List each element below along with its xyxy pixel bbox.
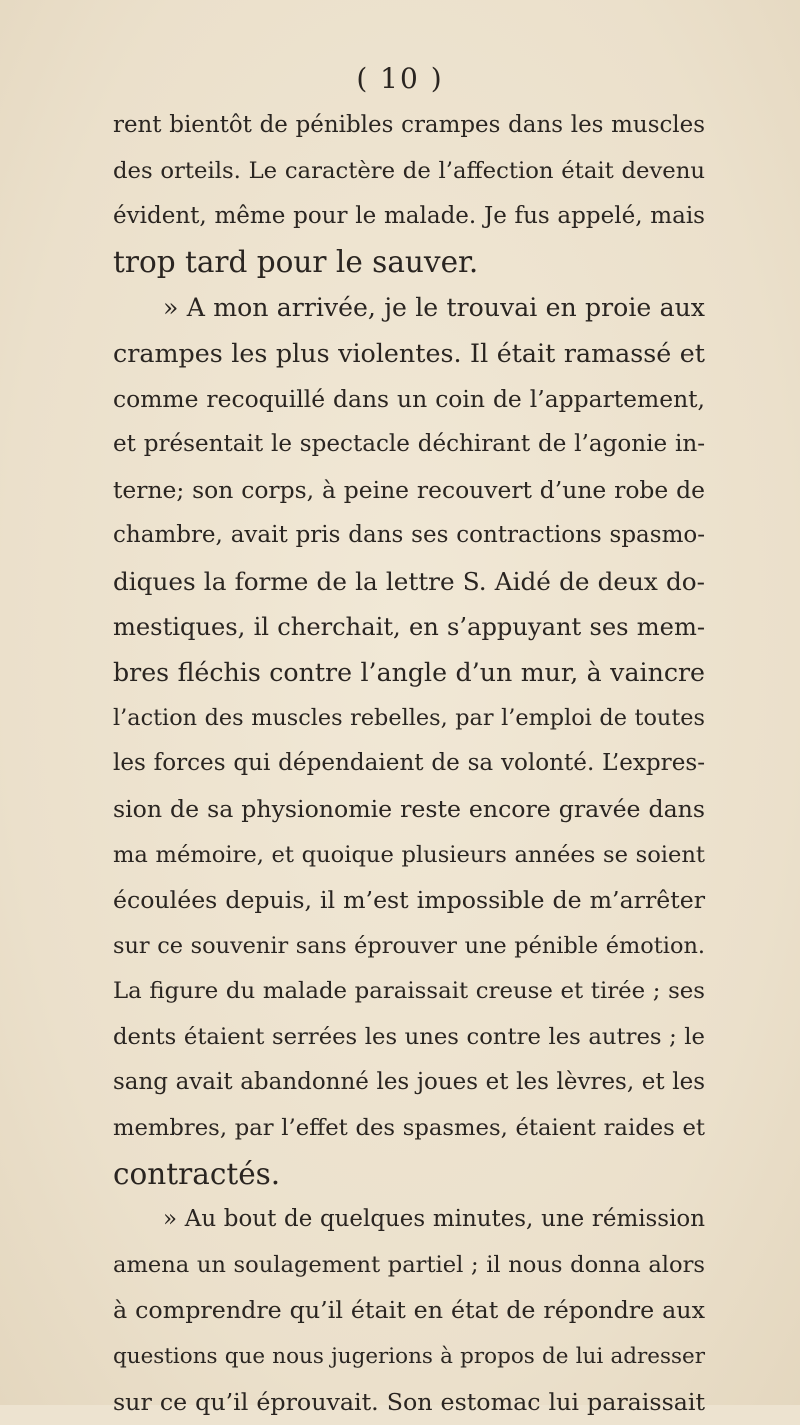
paragraph-start-line: » A mon arrivée, je le trouvai en proie aux <box>163 293 705 323</box>
body-text <box>113 103 705 1425</box>
text-line: les forces qui dépendaient de sa volonté. L’expres- <box>113 750 705 777</box>
text-line: à comprendre qu’il était en état de répondre aux <box>113 1296 705 1325</box>
text-line: bres fléchis contre l’angle d’un mur, à vaincre <box>113 658 705 688</box>
text-line: terne; son corps, à peine recouvert d’une robe de <box>113 475 705 504</box>
text-line: des orteils. Le caractère de l’affection était devenu <box>113 157 705 184</box>
text-line: membres, par l’effet des spasmes, étaient raides et <box>113 1115 705 1142</box>
text-line: trop tard pour le sauver. <box>113 244 479 279</box>
text-line: rent bientôt de pénibles crampes dans les muscles <box>113 112 705 138</box>
text-line: sur ce souvenir sans éprouver une pénible émotion. <box>113 932 705 959</box>
text-line: dents étaient serrées les unes contre les autres ; le <box>113 1023 705 1050</box>
text-line: comme recoquillé dans un coin de l’appartement, <box>113 384 705 413</box>
text-line: ma mémoire, et quoique plusieurs années se soient <box>113 841 705 868</box>
text-line: sur ce qu’il éprouvait. Son estomac lui paraissait <box>113 1387 705 1416</box>
text-line: contractés. <box>113 1156 281 1191</box>
text-line: mestiques, il cherchait, en s’appuyant ses mem- <box>113 612 705 641</box>
text-line: et présentait le spectacle déchirant de l’agonie in- <box>113 431 705 458</box>
text-line: chambre, avait pris dans ses contractions spasmo- <box>113 522 705 549</box>
text-line: diques la forme de la lettre S. Aidé de deux do- <box>113 566 705 596</box>
text-line: crampes les plus violentes. Il était ramassé et <box>113 337 705 368</box>
text-line: questions que nous jugerions à propos de lui adresser <box>113 1344 705 1370</box>
text-line: sang avait abandonné les joues et les lèvres, et les <box>113 1069 705 1096</box>
paragraph-start-line: » Au bout de quelques minutes, une rémission <box>163 1206 705 1233</box>
text-line: l’action des muscles rebelles, par l’emploi de toutes <box>113 704 705 731</box>
text-line: écoulées depuis, il m’est impossible de m’arrêter <box>113 886 705 915</box>
text-line: sion de sa physionomie reste encore gravée dans <box>113 794 705 823</box>
text-line: évident, même pour le malade. Je fus appelé, mais <box>113 203 705 230</box>
text-line: La figure du malade paraissait creuse et tirée ; ses <box>113 978 705 1005</box>
page-number: ( 10 ) <box>356 62 444 95</box>
text-line: amena un soulagement partiel ; il nous donna alors <box>113 1251 705 1278</box>
